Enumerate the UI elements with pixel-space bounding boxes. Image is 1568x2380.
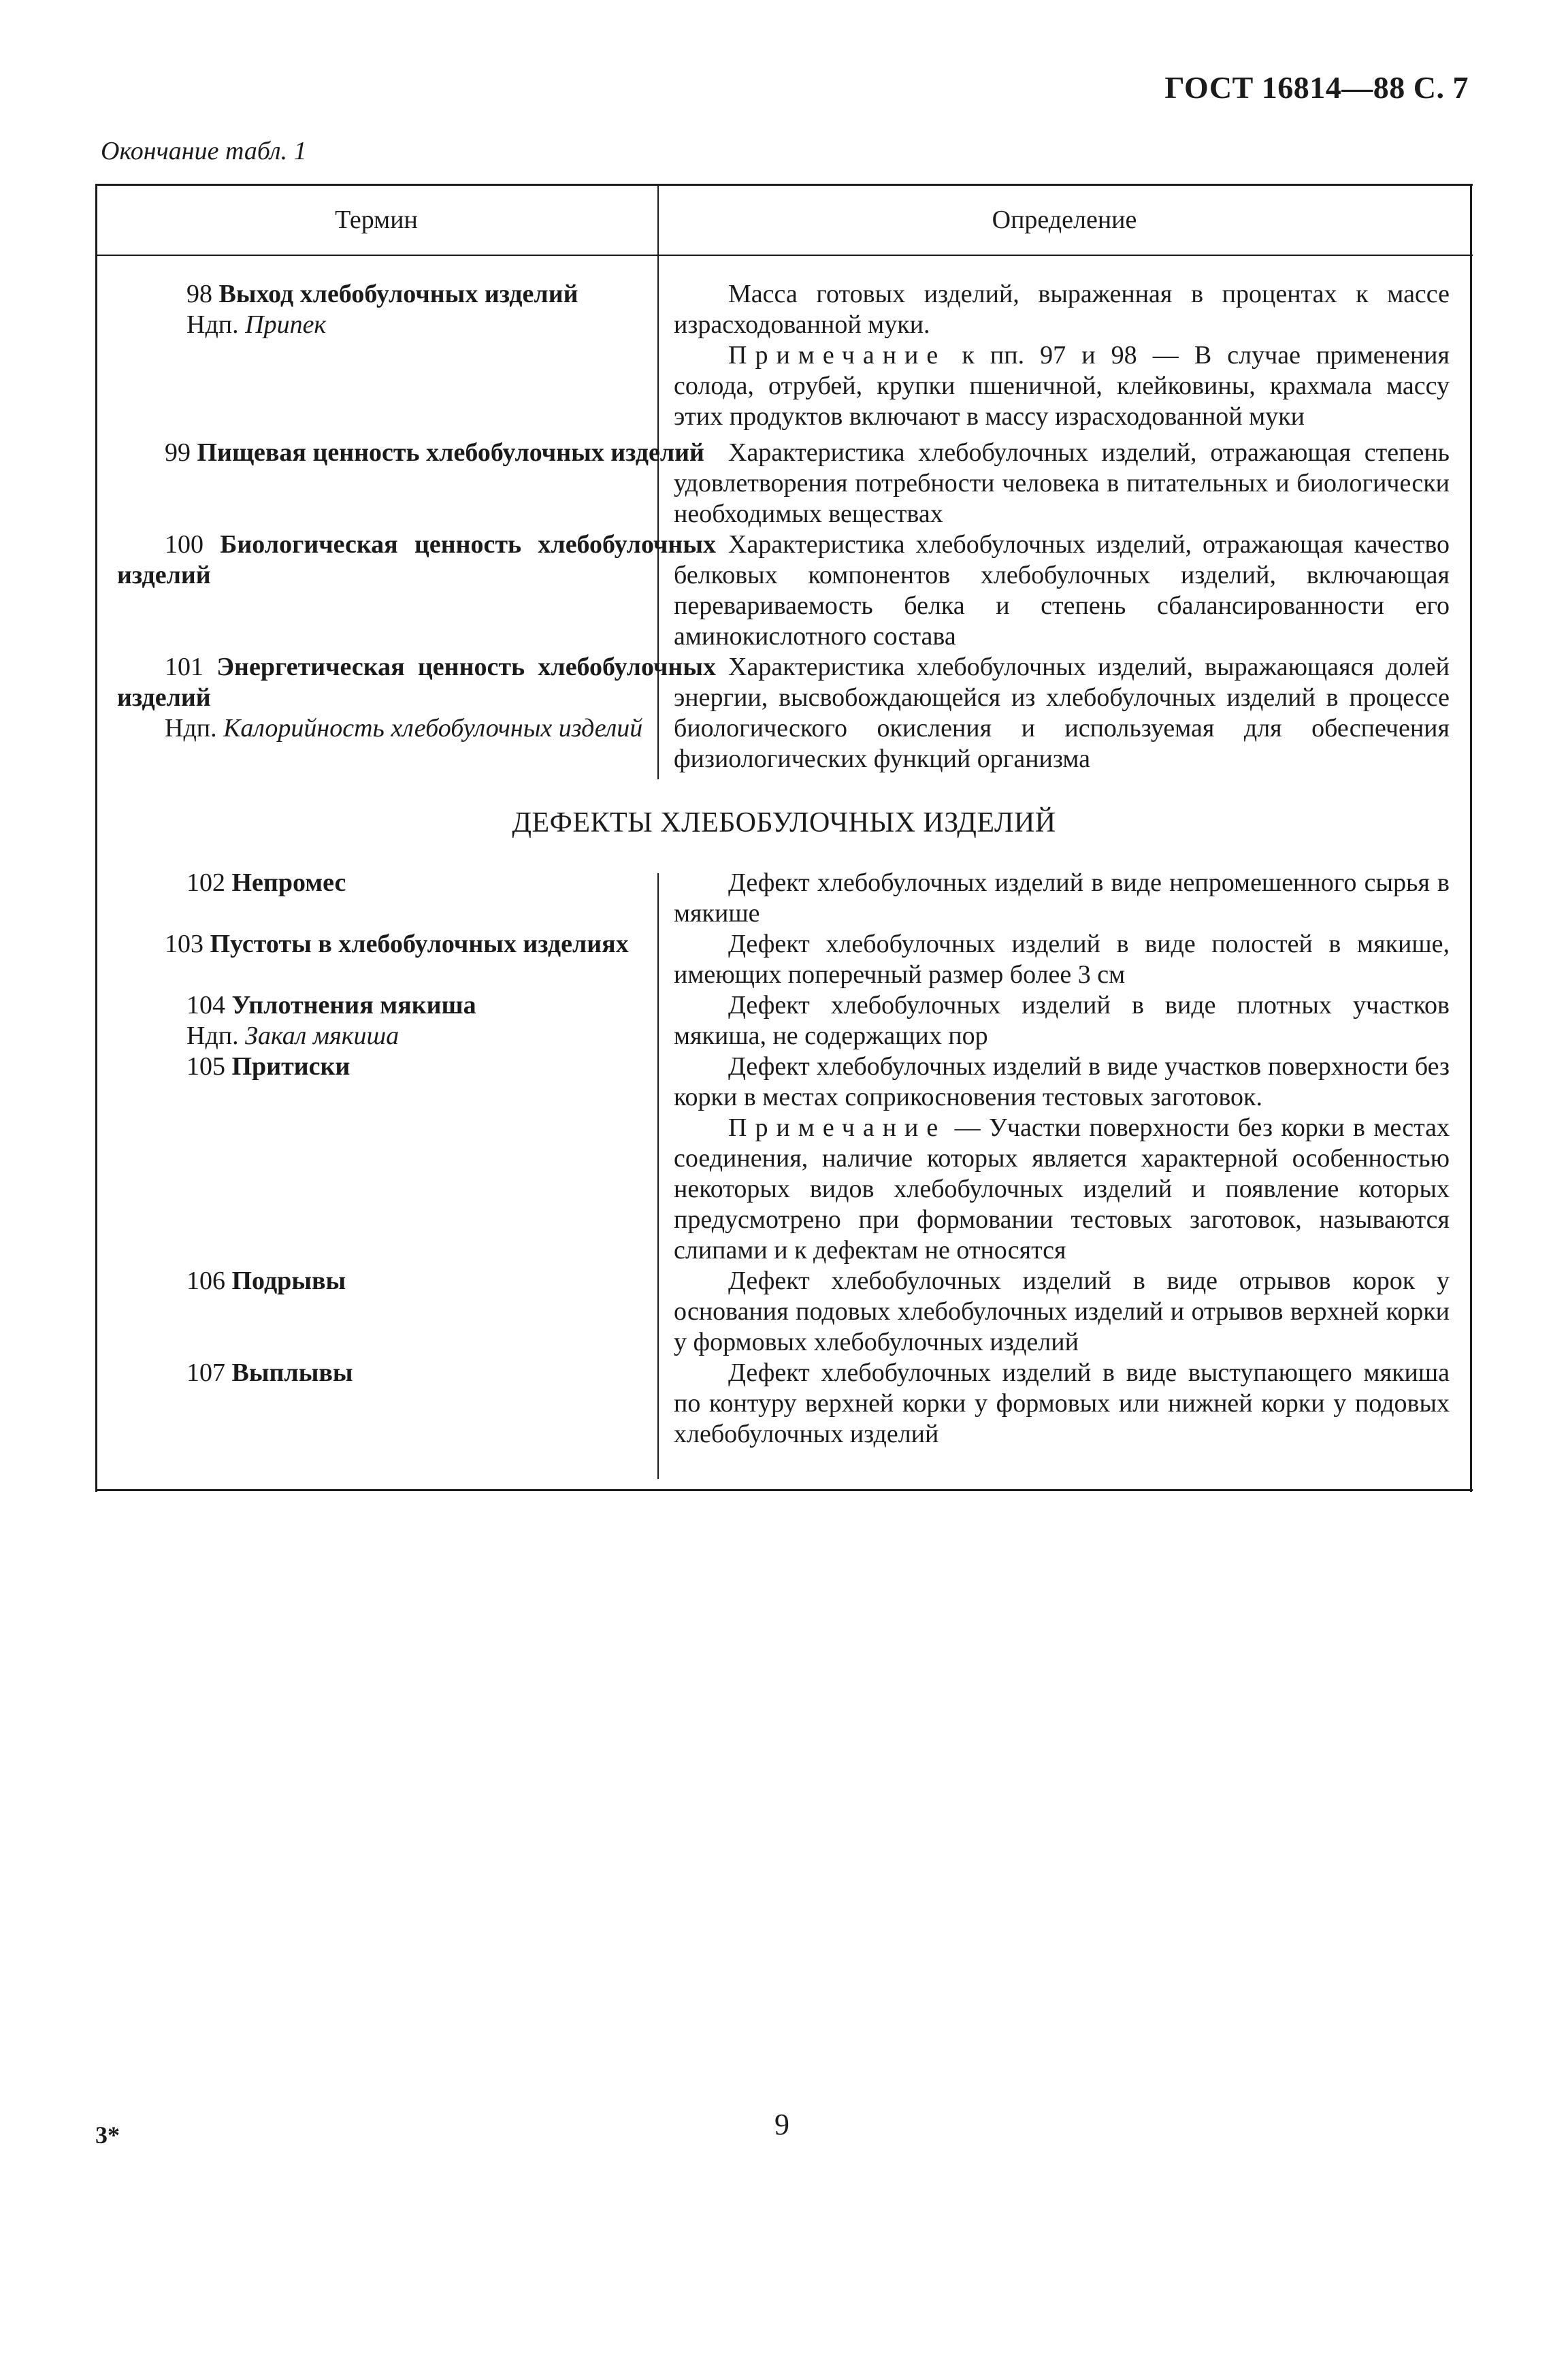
term-name: Притиски (231, 1052, 350, 1081)
term-name: Непромес (231, 868, 346, 897)
column-header-term: Термин (335, 206, 418, 234)
definition-cell-99 (674, 438, 1450, 529)
table-caption: Окончание табл. 1 (101, 137, 307, 165)
definition-cell-98 (674, 279, 1450, 432)
table-bottom-border (95, 1489, 1473, 1491)
note-text: — Участки поверхности без корки в местах соединения, наличие которых является характерной особенностью некоторых видов хлебобулочных изделий и появление которых предусмотрено при формовании тестовых заготовок, называются слипами и к дефектам не относятся (674, 1113, 1450, 1265)
term-name: Выход хлебобулочных изделий (218, 280, 578, 308)
term-number: 100 (165, 530, 203, 559)
term-cell-106 (117, 1266, 716, 1297)
note-label: Примечание (728, 341, 947, 370)
terms-table (95, 184, 1473, 1492)
term-number: 107 (186, 1358, 225, 1387)
definition-cell-100 (674, 529, 1450, 652)
term-number: 104 (186, 991, 225, 1020)
section-title: ДЕФЕКТЫ ХЛЕБОБУЛОЧНЫХ ИЗДЕЛИЙ (512, 807, 1056, 838)
ndp-term: Калорийность хлебобулочных изделий (223, 714, 643, 743)
ndp-label: Ндп. (186, 1022, 239, 1050)
definition-cell-101 (674, 652, 1450, 775)
term-number: 105 (186, 1052, 225, 1081)
definition-text: Характеристика хлебобулочных изделий, отражающая качество белковых компонентов хлебобулочных изделий, включающая перевариваемость белка и степень сбалансированности его аминокислотного состава (674, 530, 1450, 651)
term-name: Пустоты в хлебобулочных изделиях (210, 930, 629, 958)
note-label: Примечание (728, 1113, 947, 1142)
definition-text: Дефект хлебобулочных изделий в виде выступающего мякиша по контуру верхней корки у формовых или нижней корки у подовых хлебобулочных изделий (674, 1358, 1450, 1448)
term-number: 103 (165, 930, 203, 958)
term-name: Биологическая ценность хлебобулочных изделий (117, 530, 716, 589)
note-text: к пп. 97 и 98 — В случае применения солода, отрубей, крупки пшеничной, клейковины, крахмала массу этих продуктов включают в массу израсходованной муки (674, 341, 1450, 431)
ndp-label: Ндп. (165, 714, 217, 743)
definition-text: Масса готовых изделий, выраженная в процентах к массе израсходованной муки. (674, 280, 1450, 339)
definition-text: Дефект хлебобулочных изделий в виде плотных участков мякиша, не содержащих пор (674, 991, 1450, 1050)
definition-cell-104 (674, 990, 1450, 1052)
ndp-term: Припек (245, 310, 327, 339)
page-header: ГОСТ 16814—88 С. 7 (1164, 70, 1469, 105)
column-header-definition: Определение (992, 206, 1137, 234)
definition-text: Характеристика хлебобулочных изделий, выражающаяся долей энергии, высвобождающейся из хлебобулочных изделий в процессе биологического окисления и используемая для обеспечения физиологических функций организма (674, 653, 1450, 773)
term-cell-98 (117, 279, 716, 340)
definition-cell-105 (674, 1052, 1450, 1266)
definition-cell-107 (674, 1358, 1450, 1450)
definition-text: Дефект хлебобулочных изделий в виде полостей в мякише, имеющих поперечный размер более 3 см (674, 930, 1450, 989)
term-cell-100 (117, 529, 716, 591)
definition-text: Дефект хлебобулочных изделий в виде отрывов корок у основания подовых хлебобулочных изделий и отрывов верхней корки у формовых хлебобулочных изделий (674, 1267, 1450, 1356)
footer-sheet-mark: 3* (95, 2121, 120, 2149)
definition-cell-102 (674, 868, 1450, 929)
term-cell-107 (117, 1358, 716, 1388)
term-name: Пищевая ценность хлебобулочных изделий (197, 438, 704, 467)
term-number: 102 (186, 868, 225, 897)
term-cell-102 (117, 868, 716, 898)
term-cell-103 (117, 929, 716, 960)
definition-cell-106 (674, 1266, 1450, 1358)
definition-text: Дефект хлебобулочных изделий в виде непромешенного сырья в мякише (674, 868, 1450, 928)
term-number: 99 (165, 438, 191, 467)
definition-text: Дефект хлебобулочных изделий в виде участков поверхности без корки в местах соприкосновения тестовых заготовок. (674, 1052, 1450, 1111)
term-name: Подрывы (231, 1267, 346, 1295)
term-cell-104 (117, 990, 716, 1052)
ndp-term: Закал мякиша (245, 1022, 399, 1050)
term-name: Выплывы (231, 1358, 353, 1387)
definition-text: Характеристика хлебобулочных изделий, отражающая степень удовлетворения потребности человека в питательных и биологически необходимых веществах (674, 438, 1450, 528)
term-number: 98 (186, 280, 212, 308)
term-number: 101 (165, 653, 203, 681)
ndp-label: Ндп. (186, 310, 239, 339)
term-cell-99 (117, 438, 716, 468)
term-number: 106 (186, 1267, 225, 1295)
term-name: Уплотнения мякиша (231, 991, 476, 1020)
term-cell-105 (117, 1052, 716, 1082)
page-number: 9 (774, 2108, 789, 2141)
term-name: Энергетическая ценность хлебобулочных изделий (117, 653, 716, 712)
term-cell-101 (117, 652, 716, 744)
definition-cell-103 (674, 929, 1450, 990)
